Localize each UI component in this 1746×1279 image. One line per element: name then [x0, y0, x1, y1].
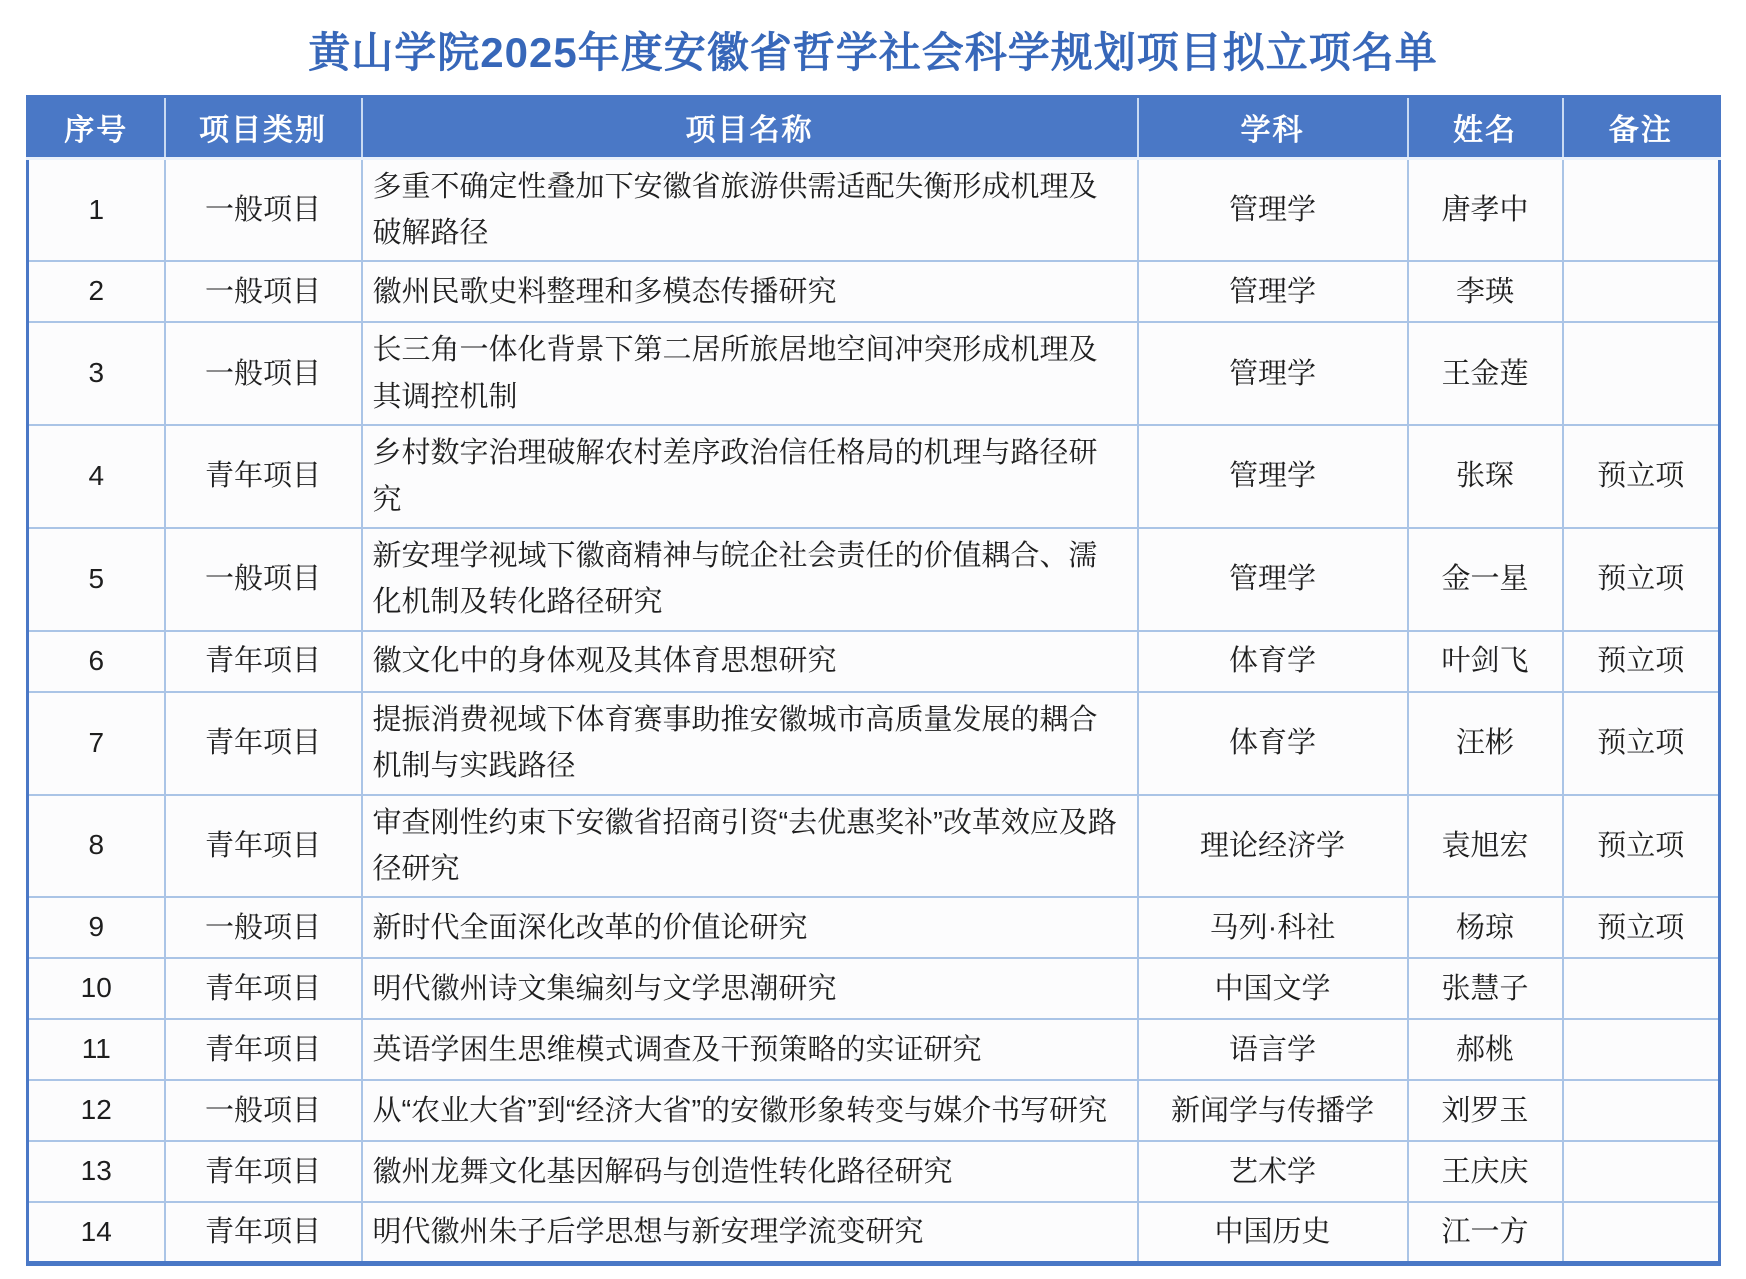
- cell-person-name: 汪彬: [1408, 692, 1563, 795]
- cell-index: 12: [28, 1080, 165, 1141]
- cell-person-name: 金一星: [1408, 528, 1563, 631]
- table-row: [28, 631, 1720, 692]
- cell-category: 青年项目: [165, 795, 362, 898]
- cell-person-name: 刘罗玉: [1408, 1080, 1563, 1141]
- table-row: [28, 1080, 1720, 1141]
- page-title: 黄山学院2025年度安徽省哲学社会科学规划项目拟立项名单: [308, 29, 1438, 76]
- cell-person-name: 杨琼: [1408, 897, 1563, 958]
- cell-project-name: 明代徽州朱子后学思想与新安理学流变研究: [362, 1202, 1138, 1263]
- table-row: [28, 1141, 1720, 1202]
- cell-discipline: 体育学: [1138, 631, 1408, 692]
- cell-discipline: 中国文学: [1138, 958, 1408, 1019]
- table-row: [28, 897, 1720, 958]
- cell-discipline: 管理学: [1138, 261, 1408, 322]
- cell-index: 14: [28, 1202, 165, 1263]
- cell-remark: 预立项: [1563, 425, 1720, 528]
- cell-discipline: 管理学: [1138, 528, 1408, 631]
- cell-project-name: 徽州民歌史料整理和多模态传播研究: [362, 261, 1138, 322]
- cell-discipline: 管理学: [1138, 425, 1408, 528]
- cell-remark: [1563, 261, 1720, 322]
- cell-discipline: 语言学: [1138, 1019, 1408, 1080]
- cell-discipline: 新闻学与传播学: [1138, 1080, 1408, 1141]
- table-row: [28, 958, 1720, 1019]
- header-cell-category: 项目类别: [165, 96, 362, 158]
- cell-index: 9: [28, 897, 165, 958]
- cell-discipline: 中国历史: [1138, 1202, 1408, 1263]
- cell-index: 10: [28, 958, 165, 1019]
- cell-person-name: 王庆庆: [1408, 1141, 1563, 1202]
- cell-category: 青年项目: [165, 425, 362, 528]
- cell-person-name: 张琛: [1408, 425, 1563, 528]
- cell-project-name: 提振消费视域下体育赛事助推安徽城市高质量发展的耦合机制与实践路径: [362, 692, 1138, 795]
- cell-project-name: 长三角一体化背景下第二居所旅居地空间冲突形成机理及其调控机制: [362, 322, 1138, 425]
- cell-remark: 预立项: [1563, 692, 1720, 795]
- cell-remark: [1563, 1202, 1720, 1263]
- cell-index: 6: [28, 631, 165, 692]
- cell-index: 1: [28, 158, 165, 261]
- cell-remark: 预立项: [1563, 897, 1720, 958]
- cell-project-name: 多重不确定性叠加下安徽省旅游供需适配失衡形成机理及破解路径: [362, 158, 1138, 261]
- cell-person-name: 江一方: [1408, 1202, 1563, 1263]
- cell-index: 3: [28, 322, 165, 425]
- cell-project-name: 新时代全面深化改革的价值论研究: [362, 897, 1138, 958]
- table-row: [28, 1019, 1720, 1080]
- cell-index: 7: [28, 692, 165, 795]
- cell-index: 11: [28, 1019, 165, 1080]
- cell-person-name: 郝桃: [1408, 1019, 1563, 1080]
- cell-discipline: 马列·科社: [1138, 897, 1408, 958]
- cell-project-name: 乡村数字治理破解农村差序政治信任格局的机理与路径研究: [362, 425, 1138, 528]
- table-row: [28, 425, 1720, 528]
- table-row: [28, 795, 1720, 898]
- header-cell-discipline: 学科: [1138, 96, 1408, 158]
- cell-discipline: 艺术学: [1138, 1141, 1408, 1202]
- cell-index: 8: [28, 795, 165, 898]
- cell-category: 一般项目: [165, 528, 362, 631]
- cell-category: 青年项目: [165, 958, 362, 1019]
- cell-category: 一般项目: [165, 261, 362, 322]
- projects-table: [26, 95, 1721, 1266]
- cell-project-name: 徽州龙舞文化基因解码与创造性转化路径研究: [362, 1141, 1138, 1202]
- header-cell-project-name: 项目名称: [362, 96, 1138, 158]
- cell-category: 青年项目: [165, 631, 362, 692]
- cell-project-name: 明代徽州诗文集编刻与文学思潮研究: [362, 958, 1138, 1019]
- cell-category: 一般项目: [165, 897, 362, 958]
- cell-index: 2: [28, 261, 165, 322]
- table-row: [28, 158, 1720, 261]
- cell-remark: [1563, 1019, 1720, 1080]
- cell-project-name: 徽文化中的身体观及其体育思想研究: [362, 631, 1138, 692]
- header-cell-index: 序号: [28, 96, 165, 158]
- cell-person-name: 李瑛: [1408, 261, 1563, 322]
- cell-project-name: 英语学困生思维模式调查及干预策略的实证研究: [362, 1019, 1138, 1080]
- table-row: [28, 1202, 1720, 1263]
- cell-project-name: 审查刚性约束下安徽省招商引资“去优惠奖补”改革效应及路径研究: [362, 795, 1138, 898]
- cell-discipline: 管理学: [1138, 322, 1408, 425]
- cell-category: 一般项目: [165, 1080, 362, 1141]
- table-row: [28, 322, 1720, 425]
- header-cell-person-name: 姓名: [1408, 96, 1563, 158]
- table-row: [28, 528, 1720, 631]
- cell-category: 青年项目: [165, 1019, 362, 1080]
- table-row: [28, 261, 1720, 322]
- cell-remark: [1563, 158, 1720, 261]
- cell-remark: 预立项: [1563, 795, 1720, 898]
- cell-remark: [1563, 322, 1720, 425]
- cell-person-name: 张慧子: [1408, 958, 1563, 1019]
- cell-person-name: 王金莲: [1408, 322, 1563, 425]
- cell-person-name: 袁旭宏: [1408, 795, 1563, 898]
- cell-discipline: 理论经济学: [1138, 795, 1408, 898]
- cell-category: 青年项目: [165, 692, 362, 795]
- cell-category: 青年项目: [165, 1141, 362, 1202]
- header-row: [28, 96, 1720, 158]
- cell-remark: 预立项: [1563, 528, 1720, 631]
- cell-category: 青年项目: [165, 1202, 362, 1263]
- cell-person-name: 唐孝中: [1408, 158, 1563, 261]
- cell-remark: [1563, 958, 1720, 1019]
- cell-remark: [1563, 1141, 1720, 1202]
- cell-person-name: 叶剑飞: [1408, 631, 1563, 692]
- cell-index: 4: [28, 425, 165, 528]
- projects-table-container: [26, 95, 1720, 1266]
- table-row: [28, 692, 1720, 795]
- cell-category: 一般项目: [165, 158, 362, 261]
- cell-project-name: 从“农业大省”到“经济大省”的安徽形象转变与媒介书写研究: [362, 1080, 1138, 1141]
- header-cell-remark: 备注: [1563, 96, 1720, 158]
- cell-remark: [1563, 1080, 1720, 1141]
- cell-remark: 预立项: [1563, 631, 1720, 692]
- cell-project-name: 新安理学视域下徽商精神与皖企社会责任的价值耦合、濡化机制及转化路径研究: [362, 528, 1138, 631]
- cell-discipline: 体育学: [1138, 692, 1408, 795]
- cell-index: 5: [28, 528, 165, 631]
- cell-category: 一般项目: [165, 322, 362, 425]
- cell-index: 13: [28, 1141, 165, 1202]
- cell-discipline: 管理学: [1138, 158, 1408, 261]
